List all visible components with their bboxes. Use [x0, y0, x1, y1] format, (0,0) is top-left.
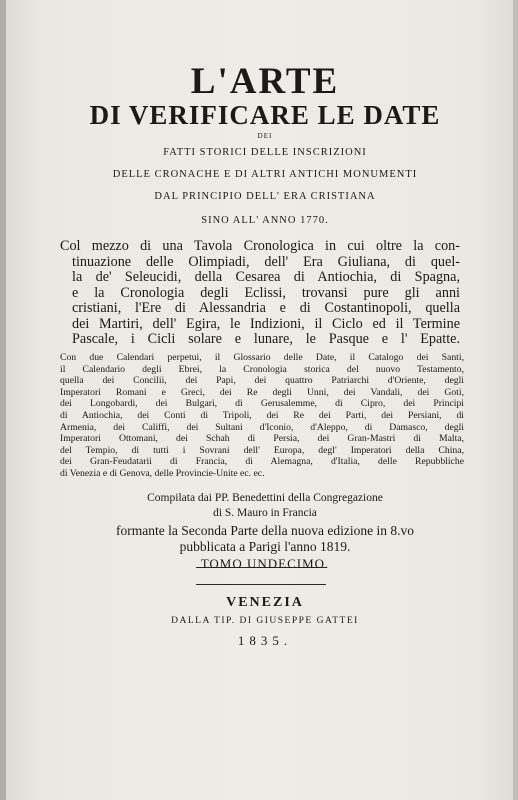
compiled-by-line-1: Compilata dai PP. Benedettini della Congregazione — [147, 492, 383, 504]
subtitle-line-2: DELLE CRONACHE E DI ALTRI ANTICHI MONUMENTI — [112, 169, 418, 180]
imprint-year: 1835. — [237, 633, 293, 648]
volume-label: TOMO UNDECIMO. — [200, 556, 330, 571]
contents-line: dei Longobardi, dei Bulgari, di Gerusalemme, di Cipro, dei Principi — [60, 398, 464, 410]
contents-line: il Calendario degli Ebrei, la Cronologia storica del nuovo Testamento, — [60, 363, 464, 375]
contents-line: di Venezia e di Genova, delle Provincie-Unite ec. ec. — [60, 467, 265, 479]
title-line-1: L'ARTE — [190, 61, 340, 102]
contents-line: quella dei Concilii, dei Papi, dei quattro Patriarchi d'Oriente, degli — [60, 375, 464, 387]
subtitle-line-3: DAL PRINCIPIO DELL' ERA CRISTIANA — [154, 191, 376, 202]
contents-line: di Antiochia, dei Conti di Tripoli, dei Re dei Parti, dei Persiani, di — [60, 409, 464, 421]
contents-paragraph — [60, 352, 464, 480]
edition-line-2: pubblicata a Parigi l'anno 1819. — [179, 539, 351, 554]
contents-line: Con due Calendari perpetui, il Glossario delle Date, il Catalogo dei Santi, — [60, 352, 464, 363]
contents-line: del Tempio, di tutti i Sovrani dell' Europa, degl' Imperatori della China, — [60, 444, 464, 456]
description-line: Col mezzo di una Tavola Cronologica in cui oltre la con- — [60, 238, 460, 254]
page-edge-shadow — [513, 0, 518, 800]
edition-line-1: formante la Seconda Parte della nuova edizione in 8.vo — [115, 523, 415, 538]
contents-line: dei Gran-Feudatarii di Francia, di Alemagna, d'Italia, delle Repubbliche — [60, 456, 464, 468]
subtitle-line-1: FATTI STORICI DELLE INSCRIZIONI — [163, 147, 367, 158]
compiled-by-line-2: di S. Mauro in Francia — [213, 507, 317, 519]
contents-line: Armenia, dei Califfi, dei Sultani d'Iconio, d'Aleppo, di Damasco, degli — [60, 421, 464, 433]
contents-line: Imperatori Romani e Greci, dei Re degli Unni, dei Vandali, dei Goti, — [60, 386, 464, 398]
description-line: e la Cronologia degli Eclissi, trovansi pure gli anni — [72, 284, 460, 301]
description-line: cristiani, l'Ere di Alessandria e di Costantinopoli, quella — [72, 300, 460, 316]
volume-rule-bottom — [196, 584, 326, 585]
imprint-city: VENEZIA — [226, 595, 304, 610]
description-line: dei Martiri, dell' Egira, le Indizioni, il Ciclo ed il Termine — [72, 315, 460, 332]
subtitle-line-4: SINO ALL' ANNO 1770. — [201, 215, 329, 226]
description-line: Pascale, i Cicli solare e lunare, le Pasque e l' Epatte. — [72, 331, 460, 347]
description-line: la de' Seleucidi, della Cesarea di Antiochia, di Spagna, — [72, 269, 460, 285]
contents-line: Imperatori Ottomani, dei Schah di Persia, dei Gran-Mastri di Malta, — [60, 433, 464, 445]
imprint-printer: DALLA TIP. DI GIUSEPPE GATTEI — [171, 616, 359, 626]
description-paragraph — [60, 239, 460, 348]
page-edge-shadow — [0, 0, 6, 800]
description-line: tinuazione delle Olimpiadi, dell' Era Giuliana, di quel- — [72, 253, 460, 270]
title-connector: DEI — [257, 132, 273, 140]
title-line-2: DI VERIFICARE LE DATE — [89, 100, 441, 130]
